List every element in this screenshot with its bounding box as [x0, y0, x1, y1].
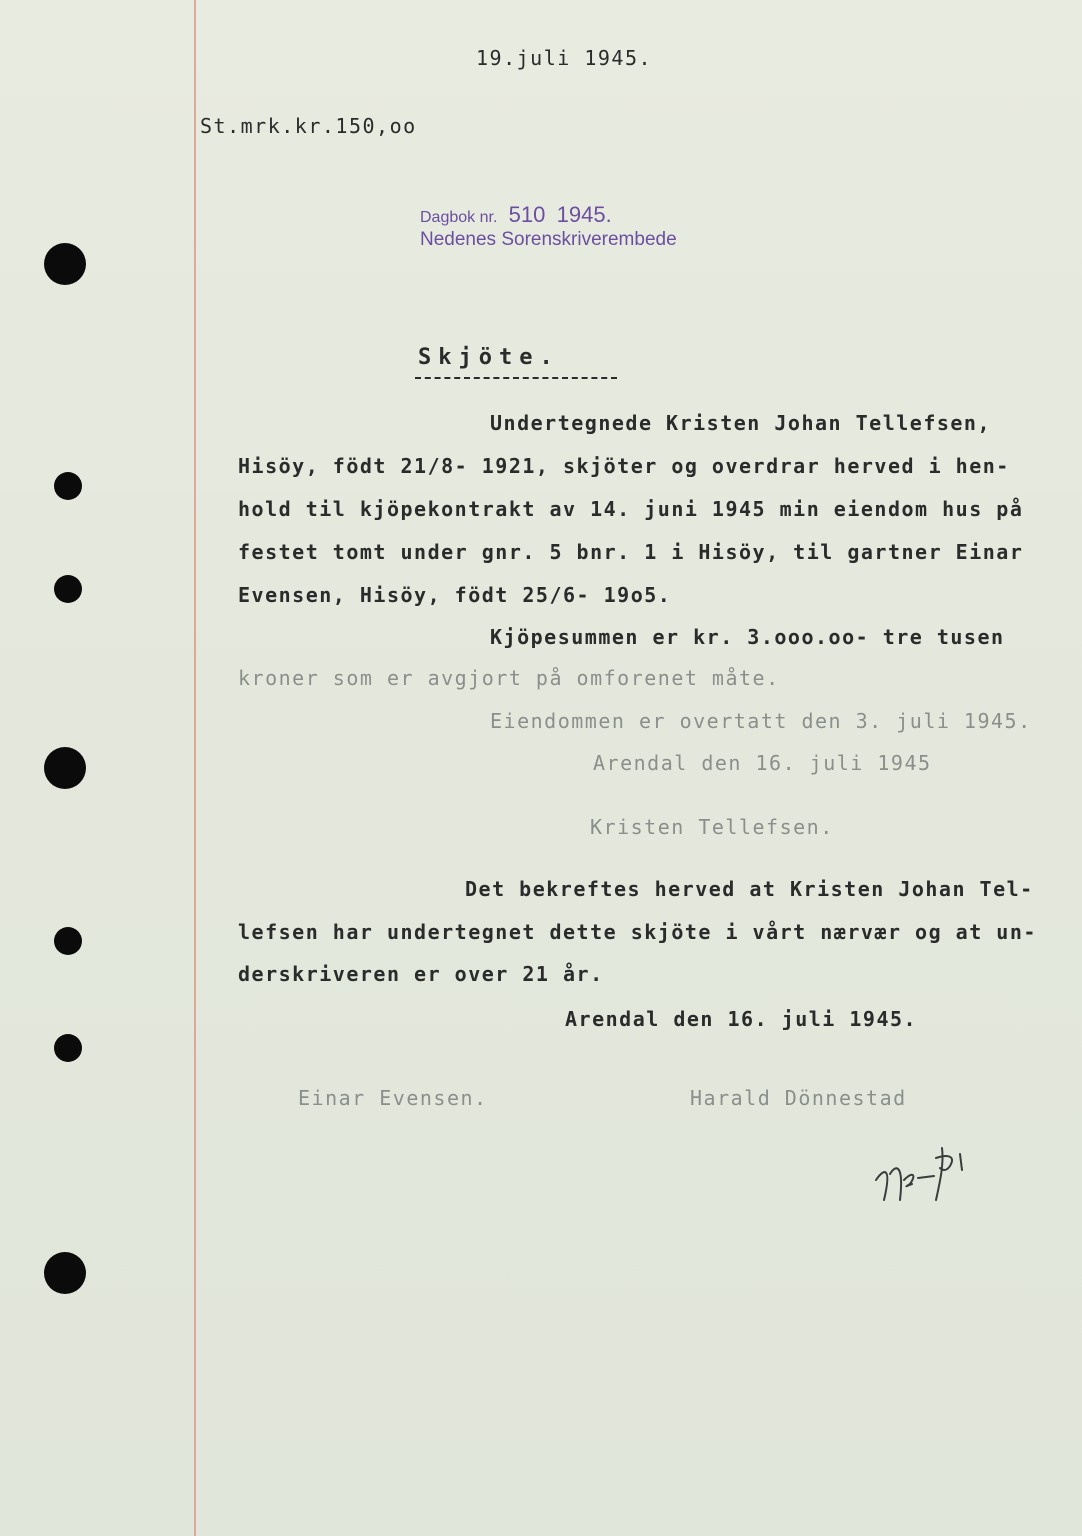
punch-hole-6: [54, 1034, 82, 1062]
signer-name-1: Kristen Tellefsen.: [590, 815, 834, 839]
punch-hole-4: [44, 747, 86, 789]
punch-hole-1: [44, 243, 86, 285]
stamp-number: 510: [508, 202, 546, 227]
witness-name-1: Einar Evensen.: [298, 1086, 488, 1110]
place-date-1: Arendal den 16. juli 1945: [593, 751, 932, 775]
stamp-prefix: Dagbok nr.: [420, 209, 498, 226]
paragraph1-line-1: Undertegnede Kristen Johan Tellefsen,: [490, 411, 992, 435]
punch-hole-5: [54, 927, 82, 955]
stamp-duty: St.mrk.kr.150,oo: [200, 114, 417, 138]
punch-hole-2: [54, 472, 82, 500]
paragraph1-line-4: festet tomt under gnr. 5 bnr. 1 i Hisöy, til gartner Einar: [238, 540, 1024, 564]
confirmation-line-1: Det bekreftes herved at Kristen Johan Tel-: [465, 877, 1034, 901]
confirmation-line-2: lefsen har undertegnet dette skjöte i vårt nærvær og at un-: [238, 920, 1037, 944]
punch-hole-3: [54, 575, 82, 603]
stamp-line-1: [420, 202, 612, 228]
handwritten-initials: [870, 1140, 990, 1210]
margin-line: [194, 0, 196, 1536]
paragraph1-line-3: hold til kjöpekontrakt av 14. juni 1945 min eiendom hus på: [238, 497, 1024, 521]
paragraph2-line-1: Kjöpesummen er kr. 3.ooo.oo- tre tusen: [490, 625, 1005, 649]
title-underline: [415, 377, 617, 379]
confirmation-line-3: derskriveren er over 21 år.: [238, 962, 604, 986]
document-title: Skjöte.: [418, 345, 560, 370]
takeover-line: Eiendommen er overtatt den 3. juli 1945.: [490, 709, 1032, 733]
place-date-2: Arendal den 16. juli 1945.: [565, 1007, 918, 1031]
witness-name-2: Harald Dönnestad: [690, 1086, 907, 1110]
document-date: 19.juli 1945.: [476, 46, 653, 70]
paragraph1-line-5: Evensen, Hisöy, födt 25/6- 19o5.: [238, 583, 672, 607]
stamp-year: 1945.: [556, 202, 612, 227]
paragraph1-line-2: Hisöy, födt 21/8- 1921, skjöter og overdrar herved i hen-: [238, 454, 1010, 478]
stamp-line-2: Nedenes Sorenskriverembede: [420, 229, 677, 250]
punch-hole-7: [44, 1252, 86, 1294]
paragraph2-line-2: kroner som er avgjort på omforenet måte.: [238, 666, 780, 690]
